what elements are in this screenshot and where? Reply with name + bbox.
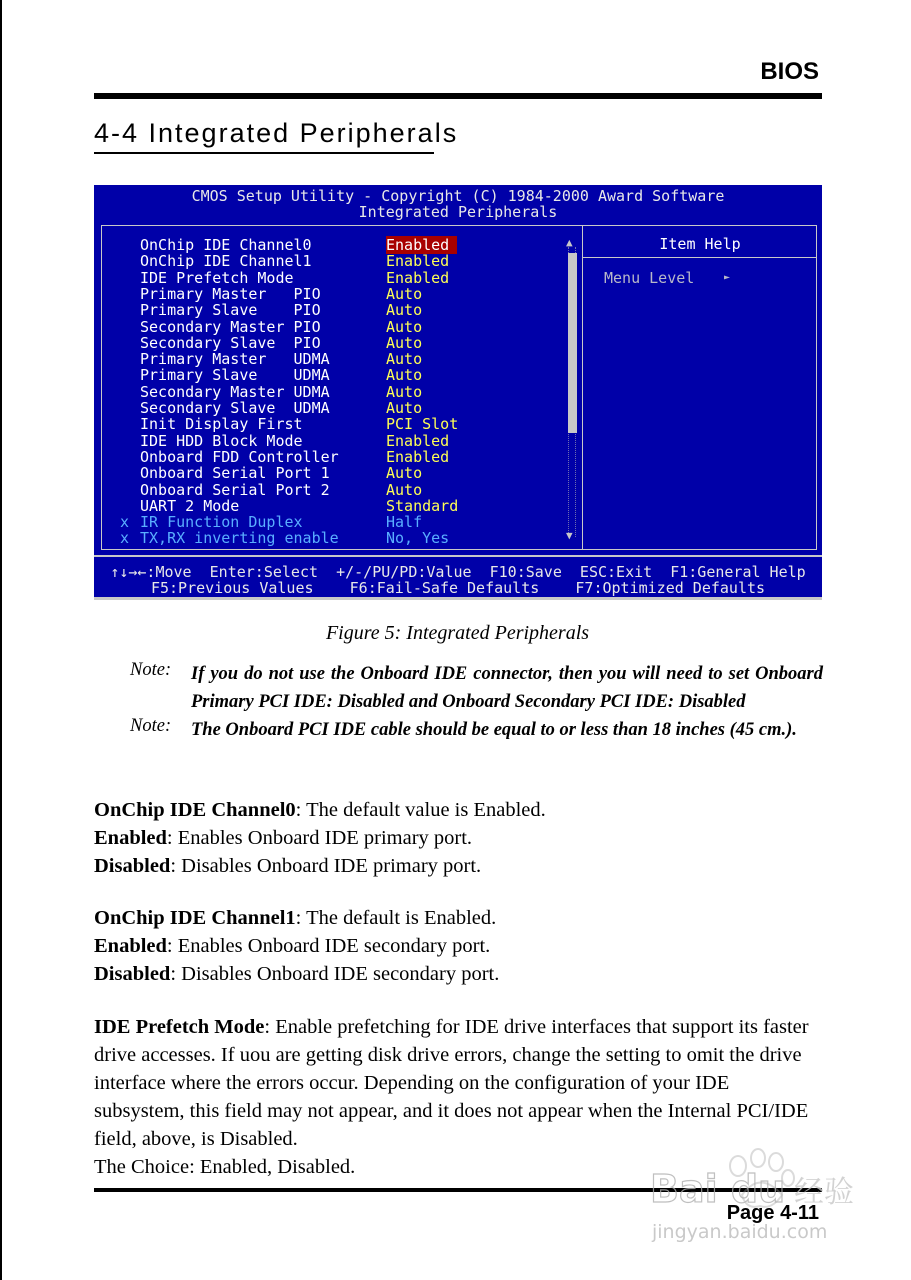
bios-setting-value-text: No, Yes — [386, 529, 450, 548]
bios-setting-value[interactable] — [386, 433, 449, 449]
bios-setting-value[interactable] — [386, 302, 422, 318]
bios-bottom-border — [94, 597, 822, 600]
choice-line: The Choice: Enabled, Disabled. — [94, 1156, 356, 1178]
term: OnChip IDE Channel0 — [94, 799, 296, 821]
bios-setting-value[interactable] — [386, 319, 422, 335]
bios-setting-value-text: Auto — [386, 317, 423, 336]
bios-setting-value[interactable] — [386, 498, 458, 514]
bios-setting-label: Init Display First — [140, 415, 303, 434]
option-name: Disabled — [94, 855, 171, 877]
bios-setting-value[interactable] — [386, 465, 422, 481]
note-label: Note: — [130, 716, 172, 736]
svg-text:jingyan.baidu.com: jingyan.baidu.com — [652, 1221, 828, 1243]
bios-setting-value[interactable] — [386, 367, 422, 383]
bios-setting-label: Primary Master UDMA — [140, 350, 330, 369]
menu-level-label: Menu Level — [604, 269, 695, 287]
bios-setting-value-text: Half — [386, 513, 423, 532]
bios-setting-value-text: Auto — [386, 382, 423, 401]
bios-setting-label: Primary Master PIO — [140, 284, 321, 303]
section-heading — [94, 904, 824, 932]
bios-setting-value[interactable] — [386, 482, 422, 498]
bios-setting-value — [386, 514, 422, 530]
bios-setting-label: IR Function Duplex — [140, 513, 303, 532]
bios-setting-label: IDE HDD Block Mode — [140, 431, 303, 450]
term: OnChip IDE Channel1 — [94, 907, 296, 929]
bios-setting-label: Secondary Master PIO — [140, 317, 321, 336]
bios-subtitle: Integrated Peripherals — [358, 203, 558, 221]
bios-setting-value-text: Enabled — [386, 236, 457, 254]
menu-level-arrow-icon: ► — [724, 272, 731, 283]
bios-setting-value-text: Auto — [386, 480, 423, 499]
chapter-header: BIOS — [760, 58, 819, 85]
bios-setting-value[interactable] — [386, 384, 422, 400]
baidu-watermark-logo — [642, 1140, 862, 1245]
scroll-down-arrow-icon[interactable]: ▼ — [566, 529, 573, 542]
bios-setting-value-text: Enabled — [386, 268, 450, 287]
bios-setting-label: IDE Prefetch Mode — [140, 268, 294, 287]
bios-setting-value-text: Auto — [386, 366, 423, 385]
option-line — [94, 852, 824, 880]
bios-setting-label: Onboard Serial Port 1 — [140, 464, 330, 483]
section-title-underline — [94, 152, 434, 154]
bios-setting-value[interactable] — [386, 416, 458, 432]
bios-setting-label: Secondary Slave UDMA — [140, 399, 330, 417]
bios-setting-label: Secondary Slave PIO — [140, 333, 321, 352]
bios-setting-label: OnChip IDE Channel1 — [140, 252, 312, 271]
scroll-up-arrow-icon[interactable]: ▲ — [566, 236, 573, 249]
term-summary: : The default value is Enabled. — [295, 799, 546, 821]
bios-setting-value[interactable] — [386, 400, 422, 416]
bios-setting-value[interactable] — [386, 237, 457, 253]
bios-panel-divider — [582, 225, 583, 550]
bios-setting-value-text: Auto — [386, 301, 423, 320]
bios-setting-value-text: Enabled — [386, 252, 450, 271]
section-channel1 — [94, 904, 824, 988]
bios-setting-label: Onboard FDD Controller — [140, 447, 339, 466]
bios-setting-value[interactable] — [386, 270, 449, 286]
page-number: Page 4-11 — [726, 1202, 819, 1224]
bios-screenshot — [94, 185, 822, 600]
option-name: Enabled — [94, 935, 167, 957]
note-text: If you do not use the Onboard IDE connector, then you will need to set Onboard Primary PCI IDE: Disabled and Onboard Secondary PCI IDE: Disabled — [191, 664, 823, 712]
key-legend-line-1: ↑↓→←:Move Enter:Select +/-/PU/PD:Value F10:Save ESC:Exit F1:General Help — [110, 563, 806, 581]
header-rule — [94, 93, 822, 99]
bios-setting-label: TX,RX inverting enable — [140, 529, 339, 548]
bios-setting-value[interactable] — [386, 449, 449, 465]
bios-setting-label: UART 2 Mode — [140, 496, 240, 515]
option-line — [94, 824, 824, 852]
scrollbar-thumb[interactable] — [568, 253, 577, 433]
option-desc: : Disables Onboard IDE secondary port. — [170, 963, 500, 985]
bios-setting-value-text: Auto — [386, 333, 423, 352]
bios-setting-value-text: Enabled — [386, 447, 450, 466]
bios-setting-label: OnChip IDE Channel0 — [140, 236, 312, 254]
item-help-rule — [583, 257, 817, 258]
bios-setting-value-text: Auto — [386, 284, 423, 303]
key-legend-line-2: F5:Previous Values F6:Fail-Safe Defaults F7:Optimized Defaults — [150, 579, 766, 597]
key-legend-rule — [94, 555, 822, 557]
bios-setting-value-text: Enabled — [386, 431, 450, 450]
section-title: 4-4 Integrated Peripherals — [94, 118, 459, 148]
note-label: Note: — [130, 660, 172, 680]
bios-setting-value[interactable] — [386, 286, 422, 302]
disabled-mark-icon: x — [120, 529, 130, 548]
option-desc: : Disables Onboard IDE primary port. — [170, 855, 482, 877]
option-desc: : Enables Onboard IDE primary port. — [166, 827, 473, 849]
option-line — [94, 960, 824, 988]
section-paragraph — [94, 1013, 820, 1153]
bios-setting-value[interactable] — [386, 351, 422, 367]
bios-setting-value-text: Auto — [386, 399, 423, 417]
bios-setting-label: Primary Slave UDMA — [140, 366, 330, 385]
disabled-mark-icon: x — [120, 513, 130, 532]
bios-title: CMOS Setup Utility - Copyright (C) 1984-2000 Award Software — [191, 187, 725, 205]
option-desc: : Enables Onboard IDE secondary port. — [166, 935, 491, 957]
bios-setting-label: Onboard Serial Port 2 — [140, 480, 330, 499]
bios-setting-value-text: Standard — [386, 496, 459, 515]
option-name: Disabled — [94, 963, 171, 985]
bios-setting-value[interactable] — [386, 335, 422, 351]
bios-setting-value[interactable] — [386, 253, 449, 269]
section-heading — [94, 796, 824, 824]
bios-setting-value-text: Auto — [386, 350, 423, 369]
bios-setting-value-text: Auto — [386, 464, 423, 483]
bios-setting-value-text: PCI Slot — [386, 415, 459, 434]
svg-text:经验: 经验 — [794, 1175, 854, 1210]
bios-setting-label: Secondary Master UDMA — [140, 382, 330, 401]
section-channel0 — [94, 796, 824, 880]
note-text: The Onboard PCI IDE cable should be equal to or less than 18 inches (45 cm.). — [191, 720, 797, 740]
option-name: Enabled — [94, 827, 167, 849]
term-summary: : Enable prefetching for IDE drive interfaces that support its faster drive accesses. If uou are getting disk drive errors, change the setting to omit the drive interface where the errors occur. Depending on the configuration of your IDE subsystem, this field may not appear, and it does not appear when the Internal PCI/IDE field, above, is Disabled. — [94, 1016, 809, 1150]
bios-setting-label: Primary Slave PIO — [140, 301, 321, 320]
item-help-title: Item Help — [659, 235, 741, 253]
figure-caption: Figure 5: Integrated Peripherals — [325, 622, 590, 644]
option-line — [94, 932, 824, 960]
bios-setting-value — [386, 530, 449, 546]
svg-text:Bai du: Bai du — [650, 1167, 786, 1211]
term: IDE Prefetch Mode — [94, 1016, 265, 1038]
term-summary: : The default is Enabled. — [295, 907, 497, 929]
